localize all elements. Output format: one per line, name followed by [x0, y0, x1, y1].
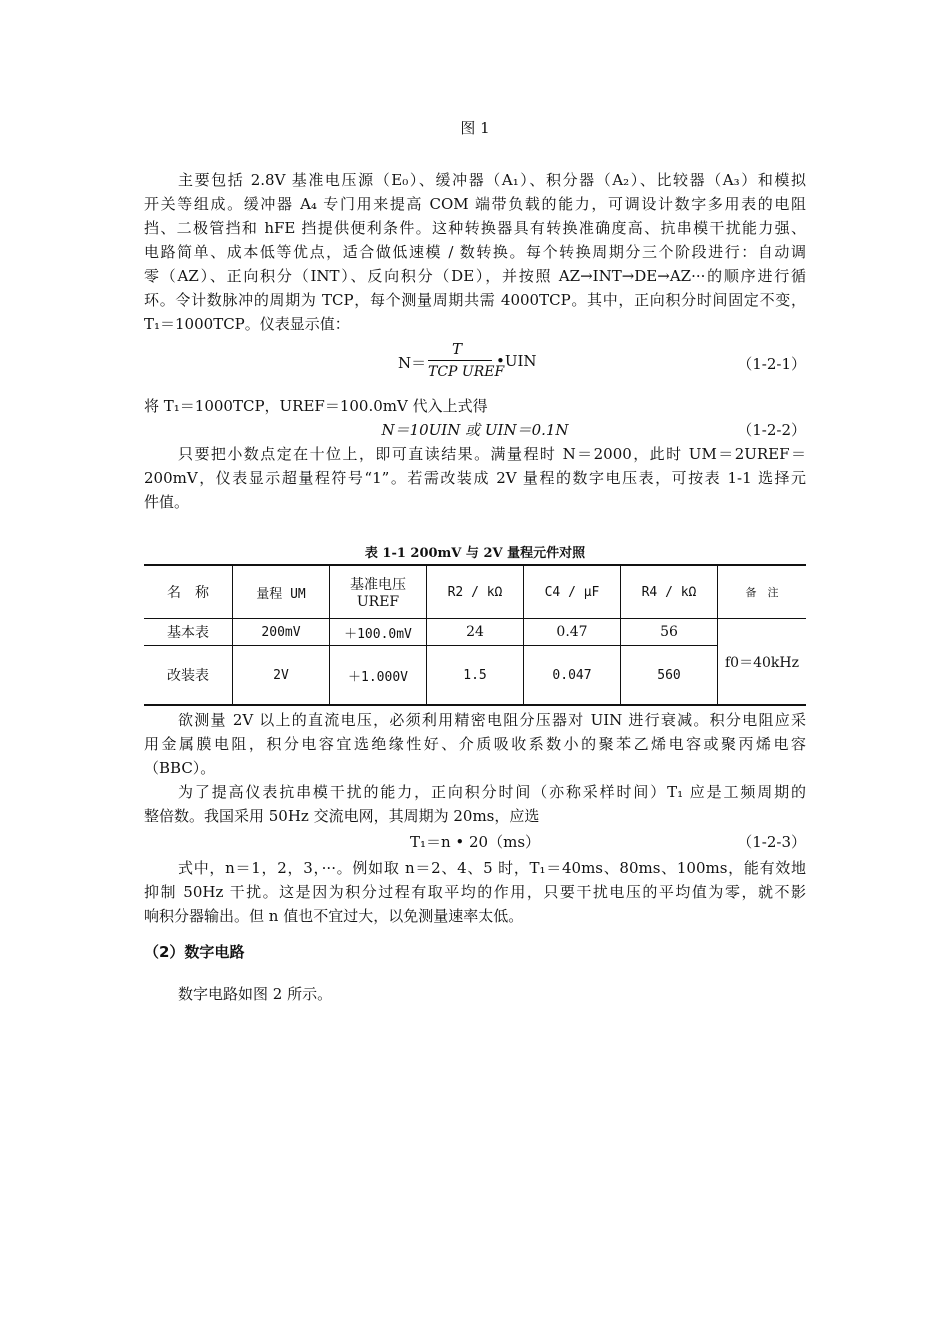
paragraph-line: 将 T₁＝1000TCP，UREF＝100.0mV 代入上式得: [144, 397, 488, 415]
paragraph-line: 抑制 50Hz 干扰。这是因为积分过程有取平均的作用，只要干扰电压的平均值为零，就不影: [144, 883, 806, 901]
header-cell: 名 称: [144, 565, 233, 619]
eq-lhs: N＝: [398, 354, 427, 372]
paragraph-line: T₁＝1000TCP。仪表显示值：: [144, 315, 350, 333]
table-cell: 24: [427, 619, 524, 646]
table-cell: 0.047: [524, 646, 621, 706]
table-note-cell: f0＝40kHz: [718, 619, 807, 706]
paragraph-line: 件值。: [144, 493, 190, 511]
header-cell: 基准电压 UREF: [330, 565, 427, 619]
figure-caption: 图 1: [460, 119, 490, 137]
table-cell: 基本表: [144, 619, 233, 646]
paragraph-line: 欲测量 2V 以上的直流电压，必须利用精密电阻分压器对 UIN 进行衰减。积分电阻应采: [178, 711, 806, 729]
table-header-row: [144, 565, 806, 619]
table-cell: 200mV: [233, 619, 330, 646]
header-cell: R4 / kΩ: [621, 565, 718, 619]
eq-numerator: T: [452, 340, 463, 358]
paragraph-line: 零（AZ）、正向积分（INT）、反向积分（DE），并按照 AZ→INT→DE→AZ···的顺序进行循: [144, 267, 806, 285]
paragraph-line: 只要把小数点定在十位上，即可直读结果。满量程时 N＝2000，此时 UM＝2UREF＝: [178, 445, 806, 463]
table-caption: 表 1-1 200mV 与 2V 量程元件对照: [364, 546, 586, 561]
table-row: [144, 646, 806, 706]
table-cell: 1.5: [427, 646, 524, 706]
fraction-bar: [428, 360, 492, 361]
table-row: [144, 619, 806, 646]
paragraph-line: 挡、二极管挡和 hFE 挡提供便利条件。这种转换器具有转换准确度高、抗串模干扰能力强、: [144, 219, 806, 237]
paragraph-line: 环。令计数脉冲的周期为 TCP，每个测量周期共需 4000TCP。其中，正向积分时间固定不变，: [144, 291, 806, 309]
equation-number: （1-2-3）: [737, 833, 806, 851]
header-cell: R2 / kΩ: [427, 565, 524, 619]
equation-number: （1-2-1）: [737, 355, 806, 373]
paragraph-line: 整倍数。我国采用 50Hz 交流电网，其周期为 20ms，应选: [144, 807, 540, 825]
header-cell: 量程 UM: [233, 565, 330, 619]
table-cell: ＋1.000V: [330, 646, 427, 706]
eq-rhs: •UIN: [496, 352, 537, 370]
paragraph-line: 用金属膜电阻，积分电容宜选绝缘性好、介质吸收系数小的聚苯乙烯电容或聚丙烯电容: [144, 735, 806, 753]
section-heading: （2）数字电路: [144, 943, 245, 961]
table-cell: ＋100.0mV: [330, 619, 427, 646]
equation-number: （1-2-2）: [737, 421, 806, 439]
paragraph-line: 为了提高仪表抗串模干扰的能力，正向积分时间（亦称采样时间）T₁ 应是工频周期的: [178, 783, 806, 801]
component-table: [144, 564, 806, 706]
table-cell: 560: [621, 646, 718, 706]
paragraph-line: （BBC）。: [144, 759, 216, 777]
table-cell: 0.47: [524, 619, 621, 646]
eq-denominator: TCP UREF: [428, 364, 505, 380]
paragraph-line: 数字电路如图 2 所示。: [178, 985, 333, 1003]
table-cell: 2V: [233, 646, 330, 706]
equation-1-2-2: N＝10UIN 或 UIN＝0.1N: [381, 421, 569, 439]
paragraph-line: 式中，n＝1，2，3，···。例如取 n＝2、4、5 时，T₁＝40ms、80ms、100ms，能有效地: [178, 859, 806, 877]
paragraph-line: 主要包括 2.8V 基准电压源（E₀）、缓冲器（A₁）、积分器（A₂）、比较器（A₃）和模拟: [178, 171, 806, 189]
paragraph-line: 响积分器输出。但 n 值也不宜过大，以免测量速率太低。: [144, 907, 524, 925]
table-cell: 改装表: [144, 646, 233, 706]
table-cell: 56: [621, 619, 718, 646]
header-cell: 备 注: [718, 565, 807, 619]
paragraph-line: 电路简单、成本低等优点，适合做低速模 / 数转换。每个转换周期分三个阶段进行：自动调: [144, 243, 806, 261]
equation-1-2-3: T₁＝n • 20（ms）: [409, 833, 541, 851]
header-cell: C4 / μF: [524, 565, 621, 619]
paragraph-line: 开关等组成。缓冲器 A₄ 专门用来提高 COM 端带负载的能力，可调设计数字多用表的电阻: [144, 195, 806, 213]
paragraph-line: 200mV，仪表显示超量程符号“1”。若需改装成 2V 量程的数字电压表，可按表 1-1 选择元: [144, 469, 806, 487]
